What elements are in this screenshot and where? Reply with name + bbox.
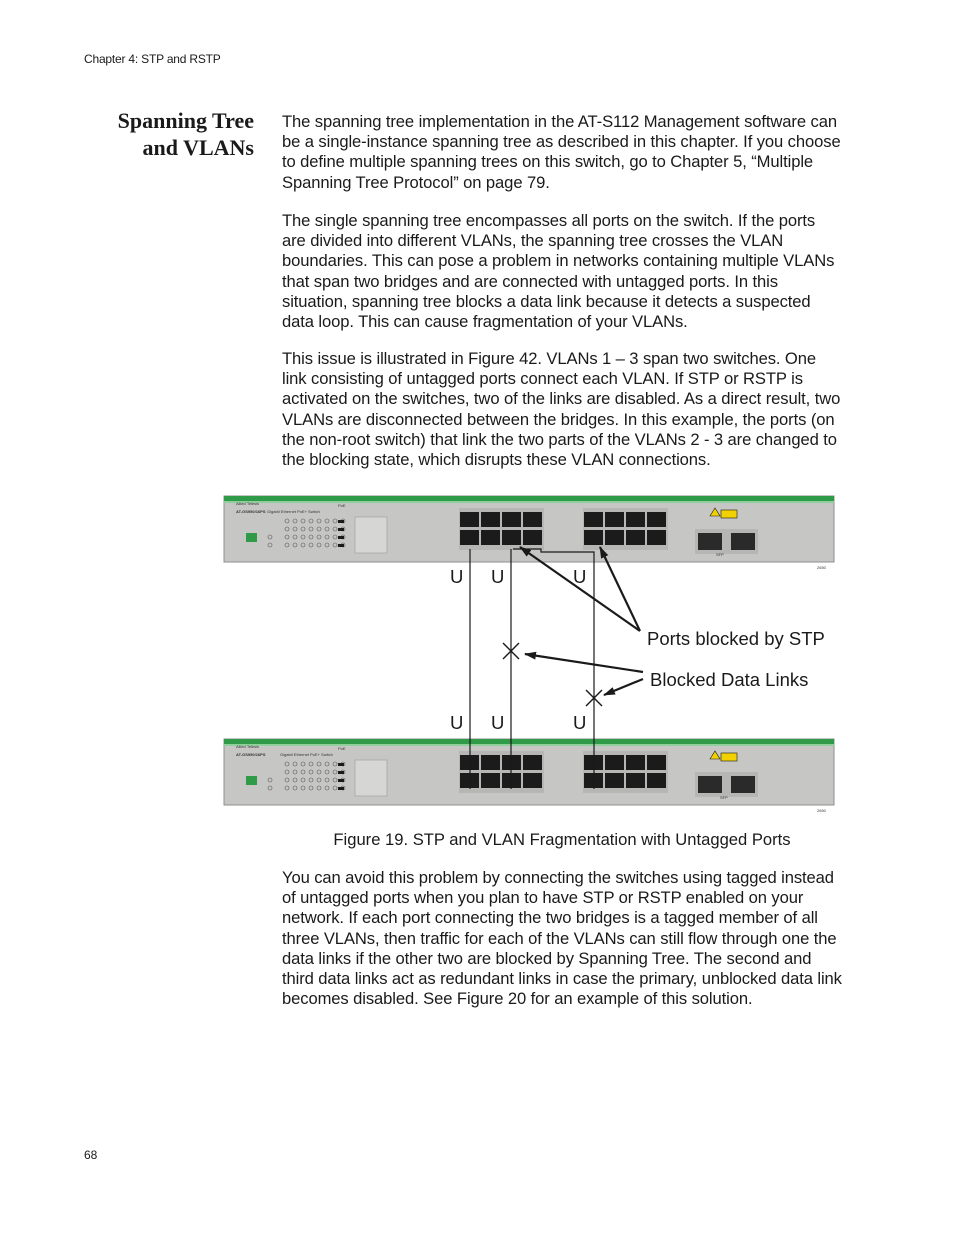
body-paragraph-3: This issue is illustrated in Figure 42. VLANs 1 – 3 span two switches. One link consisting of untagged ports connect each VLAN. If STP or RSTP is activated on the switches, two of the links are disabled. As a direct result, two VLANs are disconnected between the bridges. In this example, the ports (on the non-root switch) that link the two parts of the VLANs 2 - 3 are changed to the blocking state, which disrupts these VLAN connections. bbox=[282, 349, 841, 470]
figure-caption: Figure 19. STP and VLAN Fragmentation with Untagged Ports bbox=[333, 830, 791, 849]
port-tag-bottom-1: U bbox=[450, 712, 464, 733]
body-paragraph-1: The spanning tree implementation in the AT-S112 Management software can be a single-instance spanning tree as described in this chapter. If you choose to define multiple spanning trees on this switch, go to Chapter 5, “Multiple Spanning Tree Protocol” on page 79. bbox=[282, 112, 841, 192]
bottom-switch-poe-badge: PoE bbox=[338, 746, 346, 751]
top-switch-model: AT-GS950/16PS bbox=[236, 509, 266, 514]
top-switch-model-desc: Gigabit Ethernet PoE+ Switch bbox=[267, 509, 320, 514]
bottom-switch-model: AT-GS950/16PS bbox=[236, 752, 266, 757]
port-tag-bottom-2: U bbox=[491, 712, 505, 733]
body-paragraph-2: The single spanning tree encompasses all ports on the switch. If the ports are divided into different VLANs, the spanning tree crosses the VLAN boundaries. This can pose a problem in networks containing multiple VLANs that span two bridges and are connected with untagged ports. In this situation, spanning tree blocks a data link because it detects a suspected data loop. This can cause fragmentation of your VLANs. bbox=[282, 211, 835, 332]
bottom-switch-brand: Allied Telesis bbox=[236, 744, 260, 749]
port-tag-bottom-3: U bbox=[573, 712, 587, 733]
top-switch-figure-id: 2650 bbox=[817, 565, 826, 570]
running-header: Chapter 4: STP and RSTP bbox=[84, 52, 221, 66]
ports-blocked-label: Ports blocked by STP bbox=[647, 628, 825, 649]
top-switch bbox=[224, 496, 834, 570]
bottom-switch-model-desc: Gigabit Ethernet PoE+ Switch bbox=[280, 752, 333, 757]
top-switch-poe-badge: PoE bbox=[338, 503, 346, 508]
arrow-to-blocked-link-3 bbox=[604, 679, 643, 695]
top-switch-brand: Allied Telesis bbox=[236, 501, 260, 506]
port-tag-top-1: U bbox=[450, 566, 464, 587]
bottom-switch-figure-id: 2650 bbox=[817, 808, 826, 813]
blocked-links-label: Blocked Data Links bbox=[650, 669, 809, 690]
port-tag-top-2: U bbox=[491, 566, 505, 587]
port-tag-top-3: U bbox=[573, 566, 587, 587]
top-switch-sfp-label: SFP bbox=[716, 552, 724, 557]
bottom-switch bbox=[224, 739, 834, 813]
section-title-line-2: and VLANs bbox=[142, 135, 254, 160]
section-title-line-1: Spanning Tree bbox=[117, 108, 254, 133]
page-number: 68 bbox=[84, 1148, 98, 1162]
body-paragraph-4: You can avoid this problem by connecting the switches using tagged instead of untagged ports when you plan to have STP or RSTP enabled on your network. If each port connecting the two bridges is a tagged member of all three VLANs, then traffic for each of the VLANs can still flow through one the data links if the other two are blocked by Spanning Tree. The second and third data links act as redundant links in case the primary, unblocked data link becomes disabled. See Figure 20 for an example of this solution. bbox=[282, 868, 842, 1009]
arrow-to-blocked-link-2 bbox=[525, 654, 643, 672]
blocked-link-marks bbox=[503, 643, 602, 706]
bottom-switch-sfp-label: SFP bbox=[720, 795, 728, 800]
